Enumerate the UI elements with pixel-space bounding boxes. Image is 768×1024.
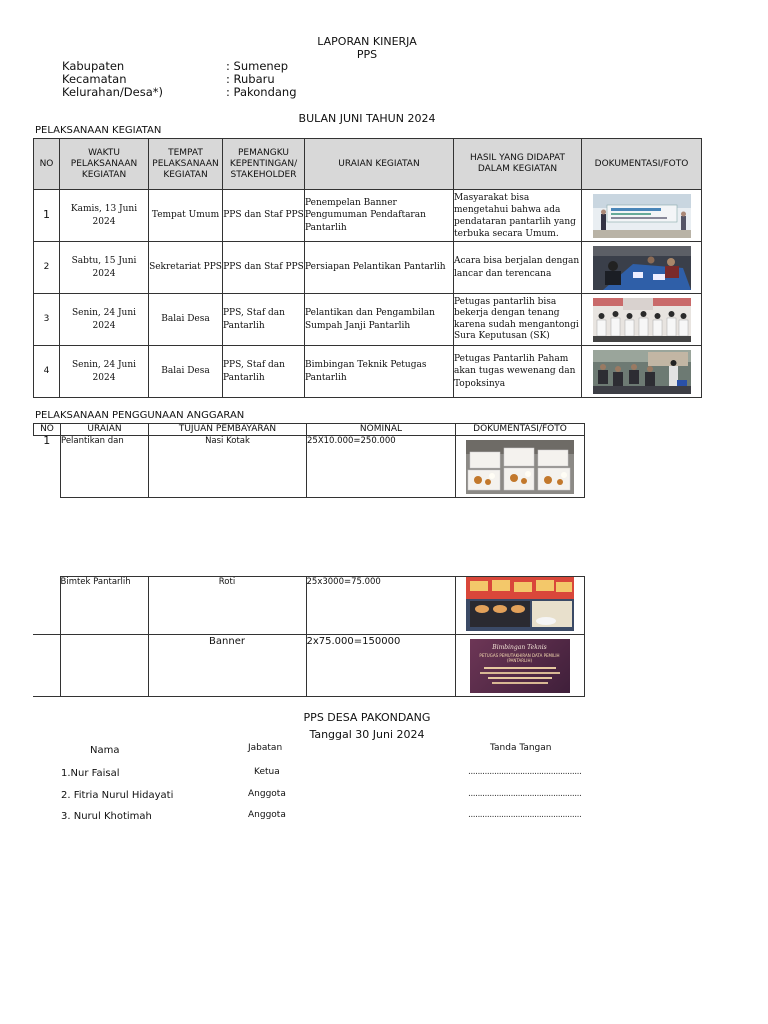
col-hasil: HASIL YANG DIDAPAT DALAM KEGIATAN bbox=[454, 139, 582, 190]
report-title: LAPORAN KINERJA bbox=[317, 35, 417, 48]
kegiatan-section-title: PELAKSANAAN KEGIATAN bbox=[35, 125, 162, 136]
row-waktu: Senin, 24 Juni 2024 bbox=[60, 294, 149, 346]
row-no: 4 bbox=[34, 346, 60, 398]
row-uraian: Penempelan Banner Pengumuman Pendaftaran Pantarlih bbox=[305, 190, 454, 242]
row-waktu: Sabtu, 15 Juni 2024 bbox=[60, 242, 149, 294]
anggaran-header-row bbox=[34, 424, 585, 436]
table-row bbox=[34, 242, 702, 294]
report-period: BULAN JUNI TAHUN 2024 bbox=[298, 112, 436, 125]
row-hasil: Petugas Pantarlih Paham akan tugas wewenang dan Topoksinya bbox=[454, 346, 582, 398]
signature-date: Tanggal 30 Juni 2024 bbox=[309, 728, 425, 741]
col-waktu: WAKTU PELAKSANAAN KEGIATAN bbox=[60, 139, 149, 190]
table-row bbox=[33, 635, 584, 697]
kabupaten-label: Kabupaten bbox=[62, 59, 125, 73]
row-hasil: Petugas pantarlih bisa bekerja dengan tenang karena sudah mengantongi Sura Keputusan (SK) bbox=[454, 294, 582, 346]
row-no: 2 bbox=[34, 242, 60, 294]
signatory-position: Ketua bbox=[254, 767, 280, 777]
table-row bbox=[34, 190, 702, 242]
row-uraian: Persiapan Pelantikan Pantarlih bbox=[305, 242, 454, 294]
row-tujuan: Nasi Kotak bbox=[149, 436, 307, 498]
anggaran-section-title: PELAKSANAAN PENGGUNAAN ANGGARAN bbox=[35, 410, 245, 421]
report-subtitle: PPS bbox=[356, 48, 378, 61]
rice-box-photo bbox=[466, 440, 574, 494]
col-uraian: URAIAN bbox=[61, 424, 149, 436]
anggaran-table-continued bbox=[33, 576, 585, 697]
signature-line: ................................................ bbox=[468, 767, 582, 777]
row-photo-cell bbox=[455, 635, 584, 697]
row-no: 1 bbox=[34, 190, 60, 242]
row-photo-cell bbox=[456, 436, 585, 498]
row-photo-cell bbox=[582, 294, 702, 346]
row-uraian: Pelantikan dan bbox=[61, 436, 149, 498]
col-name-label: Nama bbox=[90, 745, 120, 756]
col-tempat: TEMPAT PELAKSANAAN KEGIATAN bbox=[149, 139, 223, 190]
inauguration-photo bbox=[593, 298, 691, 342]
kabupaten-value: : Sumenep bbox=[226, 59, 289, 73]
technical-guidance-photo bbox=[593, 350, 691, 394]
row-no: 3 bbox=[34, 294, 60, 346]
row-stakeholder: PPS dan Staf PPS bbox=[223, 242, 305, 294]
row-tempat: Sekretariat PPS bbox=[149, 242, 223, 294]
signature-line: ................................................ bbox=[468, 789, 582, 799]
kelurahan-label: Kelurahan/Desa*) bbox=[62, 85, 164, 99]
col-dokumentasi: DOKUMENTASI/FOTO bbox=[582, 139, 702, 190]
signatory-position: Anggota bbox=[248, 789, 286, 799]
row-no: 1 bbox=[34, 436, 61, 498]
kecamatan-value: : Rubaru bbox=[226, 72, 275, 86]
row-photo-cell bbox=[582, 190, 702, 242]
row-nominal: 2x75.000=150000 bbox=[306, 635, 455, 697]
signatory-position: Anggota bbox=[248, 810, 286, 820]
row-uraian bbox=[60, 635, 148, 697]
row-no bbox=[33, 577, 60, 635]
row-waktu: Senin, 24 Juni 2024 bbox=[60, 346, 149, 398]
banner-installation-photo bbox=[593, 194, 691, 238]
col-dokumentasi: DOKUMENTASI/FOTO bbox=[456, 424, 585, 436]
table-row bbox=[34, 294, 702, 346]
row-tempat: Balai Desa bbox=[149, 294, 223, 346]
bread-snack-photo bbox=[466, 577, 574, 631]
preparation-meeting-photo bbox=[593, 246, 691, 290]
row-no bbox=[33, 635, 60, 697]
col-uraian: URAIAN KEGIATAN bbox=[305, 139, 454, 190]
banner-photo-heading: Bimbingan Teknis bbox=[492, 643, 547, 651]
signatory-name: 3. Nurul Khotimah bbox=[61, 811, 152, 822]
anggaran-table bbox=[33, 423, 585, 498]
table-row bbox=[34, 436, 585, 498]
col-position-label: Jabatan bbox=[248, 743, 283, 753]
signature-line: ................................................ bbox=[468, 810, 582, 820]
row-tujuan: Banner bbox=[148, 635, 306, 697]
row-photo-cell bbox=[582, 346, 702, 398]
kelurahan-value: : Pakondang bbox=[226, 85, 297, 99]
col-no: NO bbox=[34, 424, 61, 436]
row-photo-cell bbox=[455, 577, 584, 635]
row-hasil: Masyarakat bisa mengetahui bahwa ada pendataran pantarlih yang terbuka secara Umum. bbox=[454, 190, 582, 242]
table-row bbox=[34, 346, 702, 398]
kegiatan-table bbox=[33, 138, 702, 398]
row-uraian: Pelantikan dan Pengambilan Sumpah Janji Pantarlih bbox=[305, 294, 454, 346]
row-uraian: Bimbingan Teknik Petugas Pantarlih bbox=[305, 346, 454, 398]
row-tempat: Tempat Umum bbox=[149, 190, 223, 242]
kegiatan-header-row bbox=[34, 139, 702, 190]
row-photo-cell bbox=[582, 242, 702, 294]
row-stakeholder: PPS dan Staf PPS bbox=[223, 190, 305, 242]
banner-photo-text: PETUGAS PEMUTAKHIRAN DATA PEMILIH (PANTARLIH) bbox=[479, 652, 560, 663]
row-nominal: 25X10.000=250.000 bbox=[307, 436, 456, 498]
col-tujuan: TUJUAN PEMBAYARAN bbox=[149, 424, 307, 436]
col-no: NO bbox=[34, 139, 60, 190]
table-row bbox=[33, 577, 584, 635]
row-uraian: Bimtek Pantarlih bbox=[60, 577, 148, 635]
row-nominal: 25x3000=75.000 bbox=[306, 577, 455, 635]
signatory-name: 1.Nur Faisal bbox=[61, 768, 120, 779]
signature-org: PPS DESA PAKONDANG bbox=[303, 711, 431, 724]
col-nominal: NOMINAL bbox=[307, 424, 456, 436]
row-stakeholder: PPS, Staf dan Pantarlih bbox=[223, 294, 305, 346]
row-tempat: Balai Desa bbox=[149, 346, 223, 398]
kecamatan-label: Kecamatan bbox=[62, 72, 127, 86]
col-stakeholder: PEMANGKU KEPENTINGAN/ STAKEHOLDER bbox=[223, 139, 305, 190]
row-hasil: Acara bisa berjalan dengan lancar dan terencana bbox=[454, 242, 582, 294]
signatory-name: 2. Fitria Nurul Hidayati bbox=[61, 790, 174, 801]
row-waktu: Kamis, 13 Juni 2024 bbox=[60, 190, 149, 242]
row-stakeholder: PPS, Staf dan Pantarlih bbox=[223, 346, 305, 398]
row-tujuan: Roti bbox=[148, 577, 306, 635]
banner-photo bbox=[470, 639, 570, 693]
col-sign-label: Tanda Tangan bbox=[490, 743, 552, 753]
